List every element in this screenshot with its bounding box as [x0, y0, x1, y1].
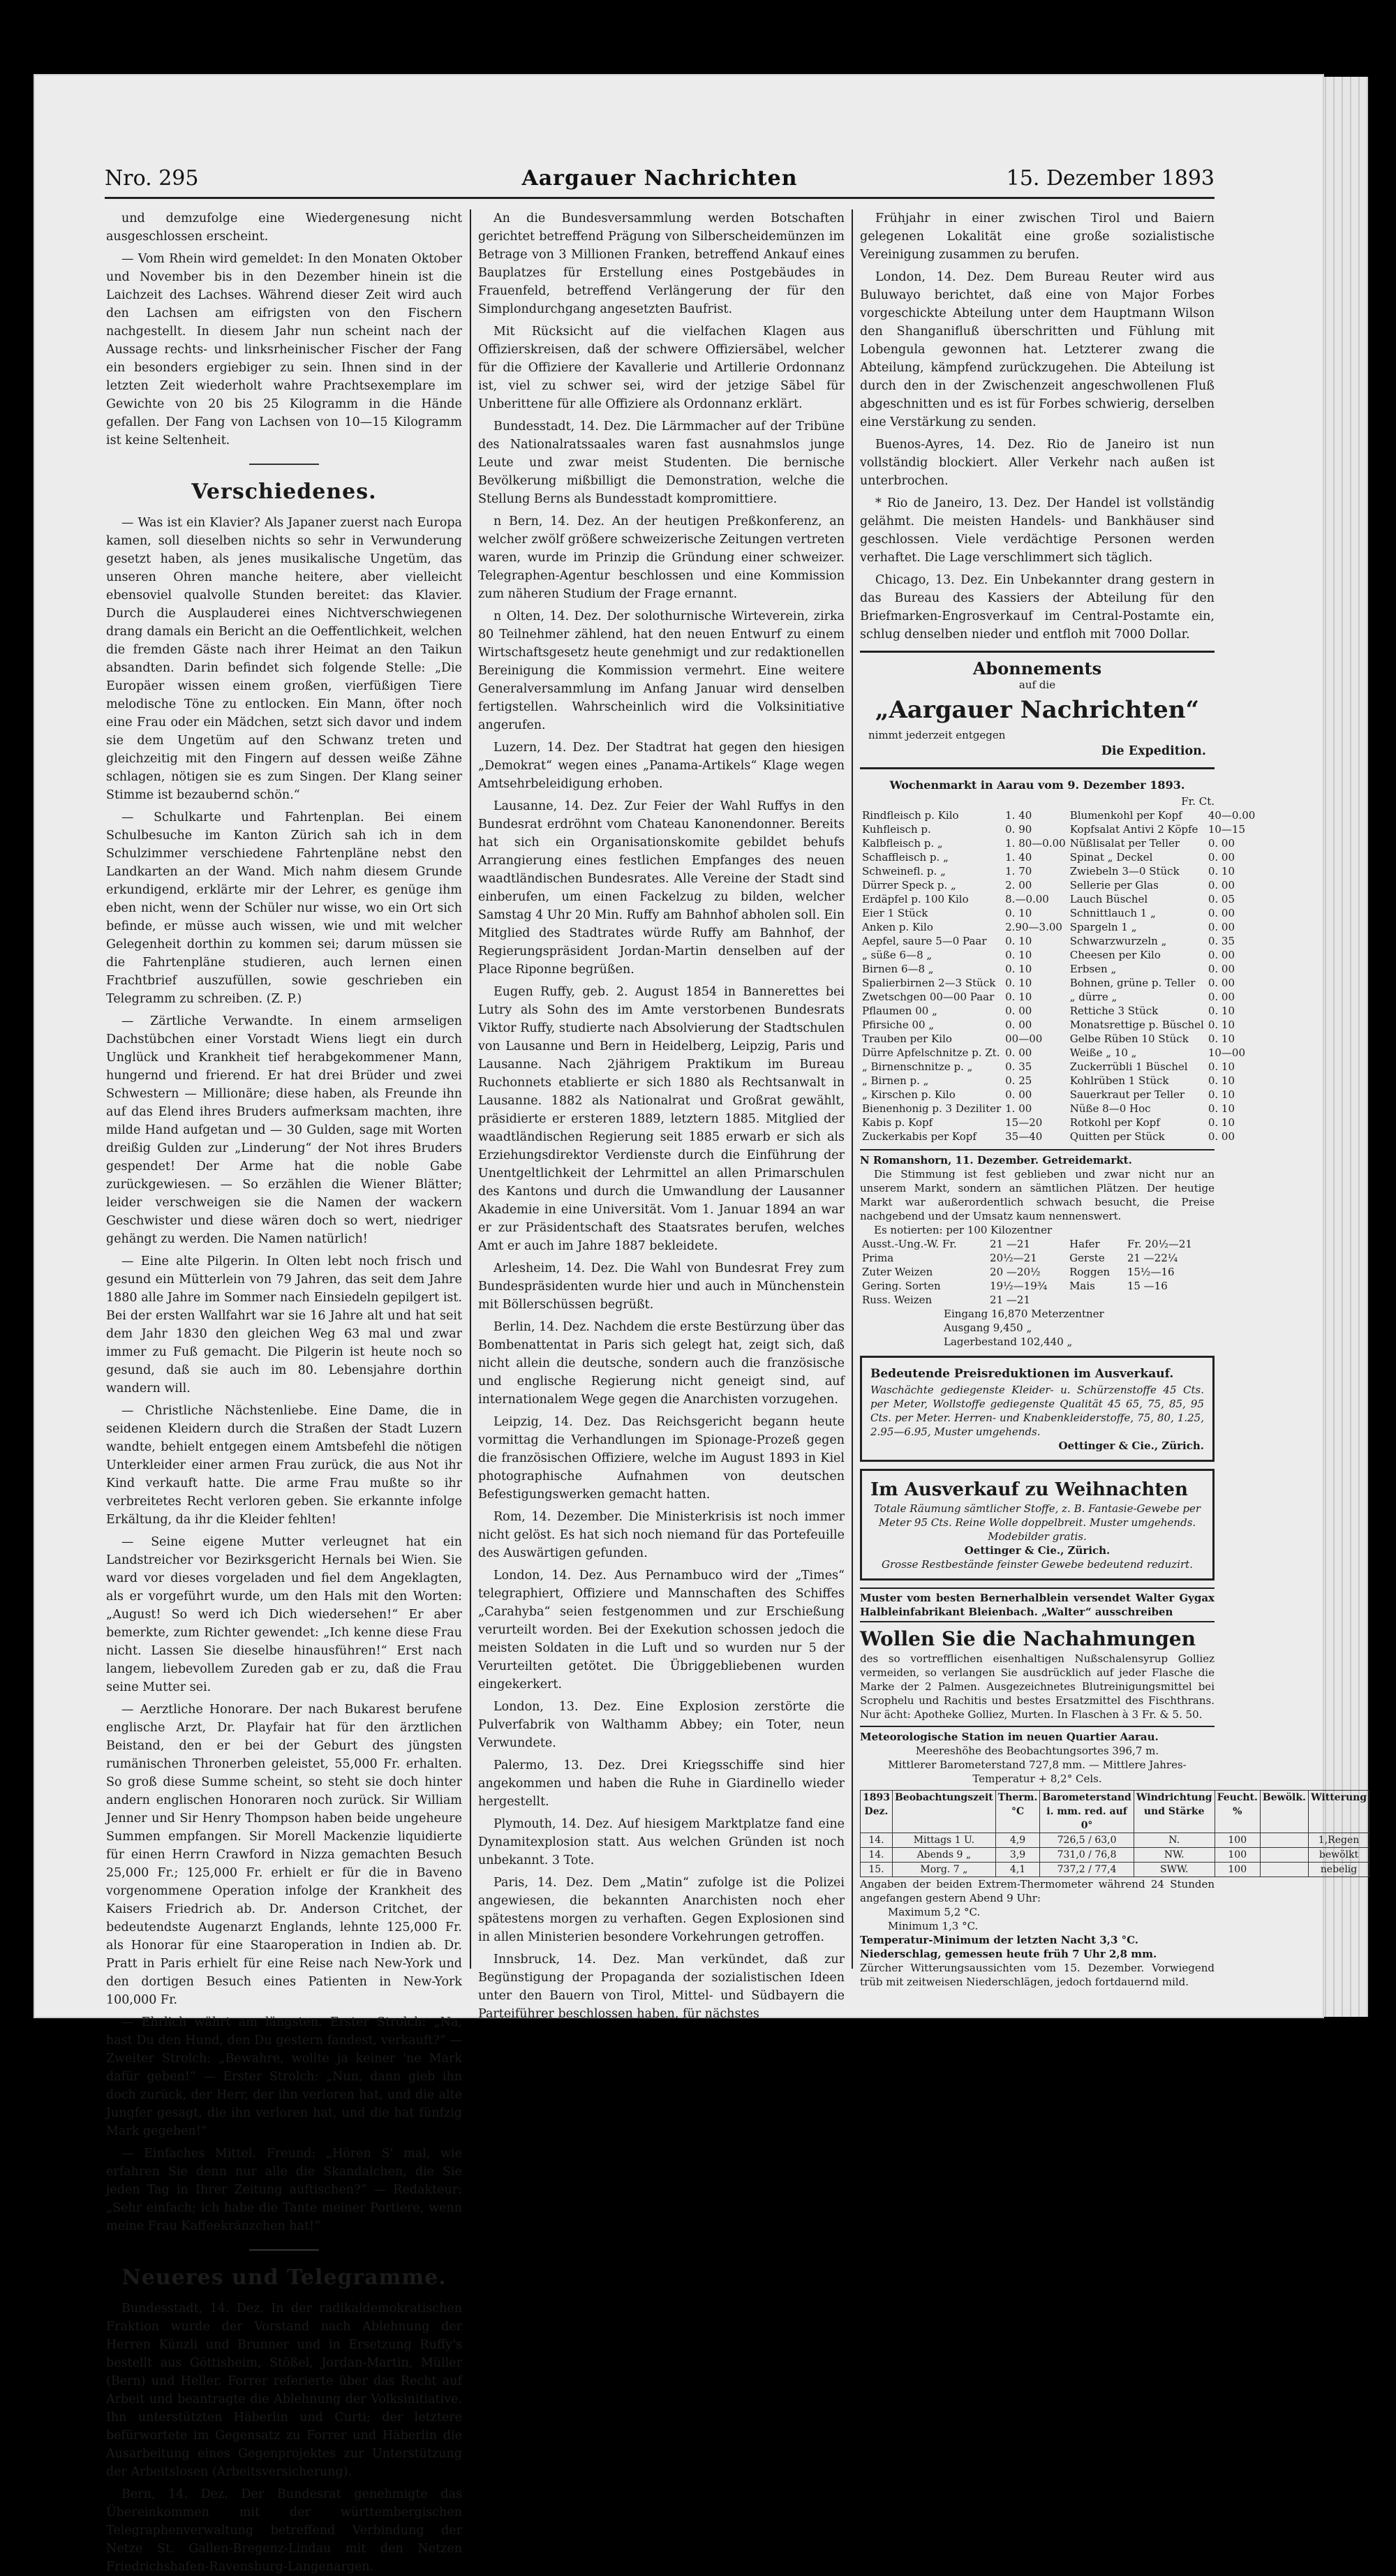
abonnement-note: nimmt jederzeit entgegen [868, 729, 1006, 741]
column-rule-2 [852, 209, 853, 1969]
table-cell: 0. 00 [1208, 837, 1235, 850]
table-cell [1125, 1293, 1215, 1307]
table-cell: 0. 00 [1208, 963, 1235, 975]
grain-table [860, 1237, 1215, 1307]
column-1 [106, 209, 462, 2574]
table-cell: Nüße 8—0 Hoc [1069, 1102, 1151, 1115]
table-cell: „ Kirschen p. Kilo [862, 1088, 956, 1101]
market-row [860, 1004, 1257, 1018]
market-row [860, 1074, 1257, 1088]
article-paragraph: Innsbruck, 14. Dez. Man verkündet, daß zur Begünstigung der Propaganda der sozialistischen Ideen unter den Bauern von Tirol, Mittel- und Südbayern die Parteiführer beschlossen haben, für nächstes [478, 1953, 845, 2021]
table-cell: Sellerie per Glas [1069, 879, 1159, 891]
market-row [860, 906, 1257, 920]
table-cell: 0. 10 [1208, 1019, 1235, 1031]
table-header: Beobachtungszeit [892, 1791, 995, 1833]
ad2-sign: Oettinger & Cie., Zürich. [964, 1544, 1111, 1557]
section-heading-telegramme: Neueres und Telegramme. [121, 2265, 447, 2290]
grain-row [860, 1237, 1215, 1251]
article-paragraph: und demzufolge eine Wiedergenesung nicht ausgeschlossen erscheint. [106, 212, 462, 244]
weather-row [861, 1848, 1369, 1863]
table-cell: Rettiche 3 Stück [1069, 1005, 1159, 1017]
table-cell: 0. 10 [1208, 1088, 1235, 1101]
table-header: Barometerstand i. mm. red. auf 0° [1040, 1791, 1134, 1833]
table-cell: 731,0 / 76,8 [1040, 1848, 1134, 1863]
table-cell: Erdäpfel p. 100 Kilo [862, 893, 969, 905]
table-cell: Kohlrüben 1 Stück [1069, 1074, 1169, 1087]
article-paragraph: London, 14. Dez. Dem Bureau Reuter wird aus Buluwayo berichtet, daß eine von Major Forbes vorgeschickte Abteilung unter dem Hauptmann Wilson den Shanganifluß überschritten und Fühlung mit Lobengula gewonnen hat. Letzterer zwang die Abteilung, kämpfend zurückzugehen. Die Abteilung ist durch den in der Zwischenzeit angeschwollenen Fluß abgeschnitten und es ist für Forbes schwierig, derselben eine Verstärkung zu senden. [860, 270, 1215, 429]
table-cell: 0. 00 [1208, 991, 1235, 1003]
article-bundesstadt: Bundesstadt, 14. Dez. In der radikaldemokratischen Fraktion wurde der Vorstand nach Ablehnung der Herren Künzli und Brunner und in Ersetzung Ruffy's bestellt aus Göttisheim, Stößel, Jordan-Martin, Müller (Bern) und Heller. Forrer referierte über das Recht auf Arbeit und beantragte die Ablehnung der Volksinitiative. Ihn unterstützten Häberlin und Curti; der letztere befürwortete im Gegensatz zu Forrer und Häberlin die Ausarbeitung eines Gegenprojektes zur Unterstützung der Arbeitslosen (Arbeitsversicherung). [106, 2302, 462, 2479]
table-cell: Aepfel, saure 5—0 Paar [862, 935, 987, 947]
table-cell: Rindfleisch p. Kilo [862, 809, 959, 822]
section-heading-verschiedenes: Verschiedenes. [191, 480, 377, 504]
weather-row [861, 1863, 1369, 1877]
market-row [860, 976, 1257, 990]
table-cell: 0. 00 [1208, 949, 1235, 961]
article-paragraph: Lausanne, 14. Dez. Zur Feier der Wahl Ruffys in den Bundesrat erdröhnt vom Chateau Kanonendonner. Bereits hat sich ein Organisationskomite gebildet behufs Arrangierung eines festlichen Empfanges des neuen waadtländischen Bundesrates. Alle Vereine der Stadt sind einberufen, um einen Fackelzug zu bilden, welcher Samstag 4 Uhr 20 Min. Ruffy am Bahnhof abholen soll. Ein Mitglied des Stadtrates würde Ruffy am Bahnhof, der Regierungspräsident Jordan-Martin denselben auf der Place Riponne begrüßen. [478, 799, 845, 977]
table-cell: Prima [862, 1252, 894, 1264]
table-cell: Erbsen „ [1069, 963, 1117, 975]
table-cell: Rotkohl per Kopf [1069, 1116, 1160, 1129]
table-cell: 4,9 [995, 1833, 1040, 1848]
table-cell: Schweinefl. p. „ [862, 865, 946, 878]
table-cell [1260, 1863, 1308, 1877]
market-row [860, 948, 1257, 962]
article-paragraph: Eugen Ruffy, geb. 2. August 1854 in Bannerettes bei Lutry als Sohn des im Amte verstorbenen Bundesrats Viktor Ruffy, studierte nach Absolvierung der Stadtschulen von Lausanne und Bern in Heidelberg, Leipzig, Paris und Lausanne. Nach 2jährigem Praktikum im Bureau Ruchonnets etablierte er sich 1880 als Rechtsanwalt in Lausanne. 1882 als Nationalrat und Großrat gewählt, präsidierte er ersteren 1889, letztern 1885. Mitglied der waadtländischen Regierung seit 1885 erwarb er sich als Erziehungsdirektor Verdienste durch die Einführung der Unentgeltlichkeit der Lehrmittel an allen Primarschulen des Kantons und durch die Umwandlung der Lausanner Akademie in eine Universität. Vom 1. Januar 1894 an war er zur Präsidentschaft des Staatsrates berufen, welches Amt er auch im Jahre 1887 bekleidete. [478, 985, 845, 1253]
table-cell: 737,2 / 77,4 [1040, 1863, 1134, 1877]
table-cell: Spargeln 1 „ [1069, 921, 1137, 933]
article-naechstenliebe: — Christliche Nächstenliebe. Eine Dame, die in seidenen Kleidern durch die Straßen der Stadt Luzern wandte, behielt entgegen einem Amtsbefehl die nötigen Unterkleider einer armen Frau zurück, die aus Not ihr Kind verkauft hatte. Die arme Frau mußte so ihr verbreitetes Recht verloren geben. Sie erkannte infolge Erkältung, da ihr die Kleider fehlten! [106, 1404, 462, 1527]
article-klavier: — Was ist ein Klavier? Als Japaner zuerst nach Europa kamen, soll dieselben nichts so sehr in Verwunderung gesetzt haben, als jenes musikalische Ungetüm, das unseren Ohren manche heitere, aber vielleicht ebensoviel qualvolle Stunden bereitet: das Klavier. Durch die Ausplauderei eines Nichtverschwiegenen drang damals ein Bericht an die Oeffentlichkeit, welchen die fremden Gäste nach ihrer Heimat an den Taikun absandten. Darin befindet sich folgende Stelle: „Die Europäer wissen einem großen, vierfüßigen Tiere melodische Töne zu entlocken. Ein Mann, öfter noch eine Frau oder ein Mädchen, setzt sich davor und indem sie dem Ungetüm auf den Schwanz treten und gleichzeitig mit den Fingern auf dessen weiße Zähne schlagen, nötigen sie es zum Singen. Der Klang seiner Stimme ist bezaubernd schön.“ [106, 516, 462, 802]
table-cell: 0. 00 [1208, 851, 1235, 864]
table-cell: Eier 1 Stück [862, 907, 928, 919]
table-cell: 0. 10 [1208, 1102, 1235, 1115]
table-header: Windrichtung und Stärke [1134, 1791, 1215, 1833]
article-paragraph: Leipzig, 14. Dez. Das Reichsgericht begann heute vormittag die Verhandlungen im Spionage-Prozeß gegen die französischen Offiziere, welche im August 1893 in Kiel photographische Aufnahmen von deutschen Befestigungswerken gemacht hatten. [478, 1415, 845, 1502]
weather-table [860, 1790, 1369, 1877]
table-header: Bewölk. [1260, 1791, 1308, 1833]
market-row [860, 1032, 1257, 1046]
table-cell: Abends 9 „ [892, 1848, 995, 1863]
market-report [860, 776, 1256, 1143]
article-paragraph: Rom, 14. Dezember. Die Ministerkrisis ist noch immer nicht gelöst. Es hat sich noch niemand für das Portefeuille des Auswärtigen gefunden. [478, 1510, 845, 1560]
table-cell [1260, 1833, 1308, 1848]
table-cell: 21 —21 [990, 1294, 1030, 1306]
table-cell: Sauerkraut per Teller [1069, 1088, 1185, 1101]
table-cell: 0. 10 [1005, 949, 1032, 961]
table-cell: 726,5 / 63,0 [1040, 1833, 1134, 1848]
table-cell: NW. [1134, 1848, 1215, 1863]
table-cell: 0. 10 [1208, 1116, 1235, 1129]
table-header: 1893 Dez. [861, 1791, 893, 1833]
table-cell: 0. 90 [1005, 823, 1032, 836]
table-header: Feucht. % [1215, 1791, 1260, 1833]
table-cell: Roggen [1069, 1266, 1111, 1278]
issue-date: 15. Dezember 1893 [1006, 166, 1215, 191]
table-cell: Hafer [1069, 1238, 1100, 1250]
table-cell: 1. 40 [1005, 809, 1032, 822]
market-row [860, 836, 1257, 850]
article-schulkarte: — Schulkarte und Fahrtenplan. Bei einem Schulbesuche im Kanton Zürich sah ich in dem Schulzimmer verschiedene Fahrtenpläne nebst den Landkarten an der Wand. Mich nahm diesem Grunde erkundigend, erklärte mir der Lehrer, es genüge ihm eben nicht, wenn der Schüler nur wisse, wo ein Ort sich befinde, er müsse auch wissen, wie und mit welcher Gelegenheit dorthin zu kommen sei; darum müssen sie die Fahrtenpläne studieren, auch lernen einen Frachtbrief auszufüllen, sowie geschrieben ein Telegramm zu schreiben. (Z. P.) [106, 810, 462, 1006]
table-cell: 0. 35 [1005, 1060, 1032, 1073]
weather-station [860, 1726, 1367, 1989]
table-cell: 0. 10 [1208, 1032, 1235, 1045]
table-cell: 0. 10 [1005, 935, 1032, 947]
ad2-text: Totale Räumung sämtlicher Stoffe, z. B. Fantasie-Gewebe per Meter 95 Cts. Reine Wolle doppelbreit. Muster umgehends. Modebilder gratis. [873, 1502, 1201, 1543]
table-cell: Gelbe Rüben 10 Stück [1069, 1032, 1189, 1045]
article-paragraph: An die Bundesversammlung werden Botschaften gerichtet betreffend Prägung von Silberscheidemünzen im Betrage von 3 Millionen Franken, betreffend Ankauf eines Bauplatzes für Erstellung eines Postgebäudes in Frauenfeld, betreffend Verlängerung der für den Simplondurchgang angesetzten Baufrist. [478, 212, 845, 316]
market-row [860, 808, 1257, 822]
article-paragraph: n Olten, 14. Dez. Der solothurnische Wirteverein, zirka 80 Teilnehmer zählend, hat den neuen Entwurf zu einem Wirtschaftsgesetz heute genehmigt und zur redaktionellen Bereinigung die Kommission vermehrt. Eine weitere Generalversammlung im Anfang Januar wird denselben fertigstellen. Wahrscheinlich wird die Volksinitiative angerufen. [478, 609, 845, 732]
table-cell: 0. 10 [1208, 1005, 1235, 1017]
grain-rest: Lagerbestand 102,440 „ [944, 1335, 1073, 1348]
column-rule-1 [470, 209, 471, 1969]
article-paragraph: Plymouth, 14. Dez. Auf hiesigem Marktplatze fand eine Dynamitexplosion statt. Aus welchen Gründen ist noch unbekannt. 3 Tote. [478, 1817, 845, 1867]
grain-row [860, 1293, 1215, 1307]
table-cell: 1. 40 [1005, 851, 1032, 864]
ad2-foot: Grosse Restbestände feinster Gewebe bedeutend reduzirt. [882, 1558, 1193, 1571]
table-cell: Zuter Weizen [862, 1266, 933, 1278]
table-cell: Pflaumen 00 „ [862, 1005, 937, 1017]
table-cell: Zwiebeln 3—0 Stück [1069, 865, 1180, 878]
abonnement-notice [860, 651, 1215, 769]
article-paragraph: Frühjahr in einer zwischen Tirol und Baiern gelegenen Lokalität eine große sozialistische Vereinigung zusammen zu berufen. [860, 212, 1215, 262]
table-cell: Dürrer Speck p. „ [862, 879, 956, 891]
table-header: Therm. °C [995, 1791, 1040, 1833]
table-cell: Morg. 7 „ [892, 1863, 995, 1877]
table-cell: „ dürre „ [1069, 991, 1117, 1003]
grain-head: Es notierten: per 100 Kilozentner [874, 1224, 1053, 1236]
table-cell: Schnittlauch 1 „ [1069, 907, 1156, 919]
table-cell: 100 [1215, 1863, 1260, 1877]
market-table [860, 808, 1257, 1143]
met-title: Meteorologische Station im neuen Quartier Aarau. [860, 1731, 1159, 1743]
table-cell: 1,Regen [1308, 1833, 1369, 1848]
table-cell: 35—40 [1005, 1130, 1043, 1143]
table-cell: Kalbfleisch p. „ [862, 837, 943, 850]
table-cell: 0. 05 [1208, 893, 1235, 905]
table-cell: Spalierbirnen 2—3 Stück [862, 977, 996, 989]
market-currency: Fr. Ct. [1181, 795, 1215, 808]
table-cell: Weiße „ 10 „ [1069, 1046, 1137, 1059]
table-cell: Zwetschgen 00—00 Paar [862, 991, 995, 1003]
separator [249, 464, 319, 465]
table-cell: „ Birnenschnitze p. „ [862, 1060, 973, 1073]
grain-out: Ausgang 9,450 „ [944, 1322, 1032, 1334]
table-cell: 14. [861, 1848, 893, 1863]
article-paragraph: Mit Rücksicht auf die vielfachen Klagen aus Offizierskreisen, daß der schwere Offiziersäbel, welcher für die Offiziere der Kavallerie und Artillerie Ordonnanz ist, viel zu schwer sei, wird der jetzige Säbel für Unberittene für alle Offiziere als Ordonnanz erklärt. [478, 325, 845, 411]
table-cell: 100 [1215, 1833, 1260, 1848]
table-cell: 21 —22¼ [1127, 1252, 1178, 1264]
ad1-title: Bedeutende Preisreduktionen im Ausverkauf. [870, 1367, 1174, 1381]
article-mittel: — Einfaches Mittel. Freund: „Hören S' mal, wie erfahren Sie denn nur alle die Skandalchen, die Sie jeden Tag in Ihrer Zeitung auftischen?“ — Redakteur: „Sehr einfach; ich habe die Tante meiner Portiere, wenn meine Frau Kaffeekränzchen hat!“ [106, 2147, 462, 2233]
market-row [860, 864, 1257, 878]
table-cell: 2. 00 [1005, 879, 1032, 891]
ad-weihnachten [860, 1469, 1215, 1581]
market-row [860, 878, 1257, 892]
table-cell: Schwarzwurzeln „ [1069, 935, 1167, 947]
table-cell: 14. [861, 1833, 893, 1848]
table-cell: Bohnen, grüne p. Teller [1069, 977, 1196, 989]
abonnement-sub: auf die [1018, 679, 1056, 691]
market-row [860, 962, 1257, 976]
table-cell: 10—00 [1208, 1046, 1246, 1059]
table-cell: nebelig [1308, 1863, 1369, 1877]
grain-in: Eingang 16,870 Meterzentner [944, 1308, 1104, 1320]
article-paragraph: Arlesheim, 14. Dez. Die Wahl von Bundesrat Frey zum Bundespräsidenten wurde hier und auch in Münchenstein mit Böllerschüssen begrüßt. [478, 1261, 845, 1312]
met-line1: Meereshöhe des Beobachtungsortes 396,7 m. [915, 1745, 1159, 1757]
market-row [860, 1018, 1257, 1032]
table-cell: 0. 00 [1208, 1130, 1235, 1143]
table-cell: Kabis p. Kopf [862, 1116, 933, 1129]
table-cell: 15—20 [1005, 1116, 1043, 1129]
table-cell: 10—15 [1208, 823, 1246, 836]
met-max: Maximum 5,2 °C. [888, 1906, 981, 1918]
table-cell: Pfirsiche 00 „ [862, 1019, 935, 1031]
table-cell: Monatsrettige p. Büschel [1069, 1019, 1204, 1031]
table-cell: 1. 80—0.00 [1005, 837, 1066, 850]
table-cell: Dürre Apfelschnitze p. Zt. [862, 1046, 1000, 1059]
article-paragraph: Buenos-Ayres, 14. Dez. Rio de Janeiro ist nun vollständig blockiert. Aller Verkehr nach außen ist unterbrochen. [860, 438, 1215, 488]
table-cell: 20½—21 [990, 1252, 1037, 1264]
table-cell: „ Birnen p. „ [862, 1074, 929, 1087]
table-cell: Birnen 6—8 „ [862, 963, 934, 975]
table-cell: 0. 00 [1005, 1046, 1032, 1059]
table-cell: 15½—16 [1127, 1266, 1175, 1278]
met-rain: Niederschlag, gemessen heute früh 7 Uhr 2,8 mm. [860, 1948, 1157, 1960]
met-forecast: Zürcher Witterungsaussichten vom 15. Dezember. Vorwiegend trüb mit zeitweisen Niederschlägen, jedoch fortdauernd mild. [860, 1962, 1215, 1988]
article-honorare: — Aerztliche Honorare. Der nach Bukarest berufene englische Arzt, Dr. Playfair hat für den ärztlichen Beistand, den er bei der Geburt des jüngsten rumänischen Thronerben geleistet, 55,000 Fr. erhalten. So groß diese Summe scheint, so steht sie doch hinter andern englischen Honoraren noch zurück. Sir William Jenner und Sir Henry Thompson haben beide ungeheure Summen empfangen. Sir Morell Mackenzie liquidierte für einen Herrn Crawford in Nizza gemachten Besuch 25,000 Fr.; 125,000 Fr. erhielt er für die in Baveno vorgenommene Operation infolge der Krankheit des Kaisers Friedrich ab. Dr. Anderson Critchet, der bedeutendste Augenarzt Englands, lehnte 125,000 Fr. als Honorar für eine Staaroperation in Indien ab. Dr. Pratt in Paris erhielt für eine Reise nach New-York und den dortigen Besuch eines Patienten in New-York 100,000 Fr. [106, 1703, 462, 2007]
ad-bernerhalblein: Muster vom besten Bernerhalblein versendet Walter Gygax Halbleinfabrikant Bleienbach. „Walter“ ausschreiben [860, 1587, 1215, 1622]
page-header [105, 162, 1215, 191]
ad1-sign: Oettinger & Cie., Zürich. [1058, 1439, 1204, 1452]
table-cell: 0. 00 [1005, 1019, 1032, 1031]
article-paragraph: Palermo, 13. Dez. Drei Kriegsschiffe sind hier angekommen und haben die Ruhe in Giardinello wieder hergestellt. [478, 1759, 845, 1809]
table-cell: Gerste [1069, 1252, 1105, 1264]
separator [249, 2249, 319, 2251]
column-2 [478, 209, 845, 2021]
table-cell: 0. 10 [1005, 991, 1032, 1003]
table-cell: 0. 10 [1005, 907, 1032, 919]
masthead-title: Aargauer Nachrichten [521, 166, 798, 191]
market-title: Wochenmarkt in Aarau vom 9. Dezember 1893. [889, 778, 1185, 792]
table-cell: 0. 10 [1208, 1074, 1235, 1087]
ad1-text: Waschächte gediegenste Kleider- u. Schürzenstoffe 45 Cts. per Meter, Wollstoffe gediegenste Qualität 45 65, 75, 85, 95 Cts. per Meter. Herren- und Knabenkleiderstoffe, 75, 80, 1.25, 2.95—6.95, Muster umgehends. [870, 1384, 1204, 1438]
article-paragraph: * Rio de Janeiro, 13. Dez. Der Handel ist vollständig gelähmt. Die meisten Handels- und Bankhäuser sind geschlossen. Viele verdächtige Personen werden verhaftet. Die Lage verschlimmert sich täglich. [860, 496, 1215, 565]
article-mutter: — Seine eigene Mutter verleugnet hat ein Landstreicher vor Bezirksgericht Hernals bei Wien. Sie ward vor dieses vorgeladen und fiel dem Angeklagten, als er vorgeführt wurde, um den Hals mit den Worten: „August! So werd ich Dich wiedersehen!“ Er aber bemerkte, zum Richter gewendet: „Ich kenne diese Frau nicht. Lassen Sie dieselbe hinausführen!“ Erst nach langem, liebevollem Zureden gab er zu, daß die Frau seine Mutter sei. [106, 1535, 462, 1694]
market-row [860, 1102, 1257, 1116]
table-cell: 0. 35 [1208, 935, 1235, 947]
table-cell: 0. 00 [1005, 1005, 1032, 1017]
article-paragraph: n Bern, 14. Dez. An der heutigen Preßkonferenz, an welcher zwölf größere schweizerische Zeitungen vertreten waren, wurde im Prinzip die Gründung einer schweizer. Telegraphen-Agentur beschlossen und eine Kommission zum näheren Studium der Frage ernannt. [478, 515, 845, 601]
table-cell: 0. 10 [1208, 865, 1235, 878]
table-cell: 00—00 [1005, 1032, 1043, 1045]
abonnement-sign: Die Expedition. [1101, 744, 1206, 758]
table-cell: 1. 70 [1005, 865, 1032, 878]
market-row [860, 1116, 1257, 1130]
table-cell: Zuckerrübli 1 Büschel [1069, 1060, 1188, 1073]
table-cell: „ süße 6—8 „ [862, 949, 933, 961]
table-cell: 0. 00 [1208, 921, 1235, 933]
met-tmin: Temperatur-Minimum der letzten Nacht 3,3 °C. [860, 1934, 1139, 1946]
table-cell: 1. 00 [1005, 1102, 1032, 1115]
table-cell: 0. 00 [1208, 907, 1235, 919]
table-cell: 21 —21 [990, 1238, 1030, 1250]
table-cell: Zuckerkabis per Kopf [862, 1130, 977, 1143]
market-row [860, 1046, 1257, 1060]
ad-preisreduktionen [860, 1356, 1215, 1462]
table-cell: Bienenhonig p. 3 Deziliter [862, 1102, 1002, 1115]
table-cell: Blumenkohl per Kopf [1069, 809, 1182, 822]
article-paragraph: Berlin, 14. Dez. Nachdem die erste Bestürzung über das Bombenattentat in Paris sich gelegt hat, zeigt sich, daß nicht allein die deutsche, sondern auch die französische und englische Regierung nicht geneigt sind, auf internationalem Wege gegen die Anarchisten vorzugehen. [478, 1320, 845, 1407]
weather-row [861, 1833, 1369, 1848]
table-cell: Mittags 1 U. [892, 1833, 995, 1848]
table-cell: Kuhfleisch p. [862, 823, 931, 836]
article-rhein: — Vom Rhein wird gemeldet: In den Monaten Oktober und November bis in den Dezember hinein ist die Laichzeit des Lachses. Während dieser Zeit wird auch den Lachsen am eifrigsten von den Fischern nachgestellt. In diesem Jahr nun scheint nach der Aussage rechts- und linksrheinischer Fischer der Fang ein besonders ergiebiger zu sein. Ihnen sind in der letzten Zeit wiederholt wahre Prachtsexemplare im Gewichte von 20 bis 25 Kilogramm in die Hände gefallen. Der Fang von Lachsen von 10—15 Kilogramm ist keine Seltenheit. [106, 252, 462, 447]
article-paragraph: London, 14. Dez. Aus Pernambuco wird der „Times“ telegraphiert, Offiziere und Mannschaften des Schiffes „Carahyba“ seien festgenommen und zur Erschießung verurteilt worden. Bei der Exekution schossen jedoch die meisten Soldaten in die Luft und so wurden nur 5 der Verurteilten getötet. Die Übriggebliebenen wurden eingekerkert. [478, 1569, 845, 1692]
grain-market [860, 1149, 1215, 1349]
table-cell: Ausst.-Ung.-W. Fr. [862, 1238, 957, 1250]
column-3 [860, 209, 1367, 1988]
market-row [860, 934, 1257, 948]
article-paragraph: Paris, 14. Dez. Dem „Matin“ zufolge ist die Polizei angewiesen, die bekannten Anarchisten noch eher spätestens morgen zu verhaften. Gegen Explosionen sind in allen Ministerien besondere Vorkehrungen getroffen. [478, 1876, 845, 1944]
table-cell [1260, 1848, 1308, 1863]
table-cell: 4,1 [995, 1863, 1040, 1877]
table-cell: Anken p. Kilo [862, 921, 933, 933]
table-cell: 8.—0.00 [1005, 893, 1049, 905]
table-cell: Spinat „ Deckel [1069, 851, 1153, 864]
table-cell: 3,9 [995, 1848, 1040, 1863]
table-cell: Lauch Büschel [1069, 893, 1148, 905]
grain-row [860, 1279, 1215, 1293]
abonnement-paper: „Aargauer Nachrichten“ [875, 696, 1200, 724]
table-cell: 19½—19¾ [990, 1280, 1048, 1292]
issue-number: Nro. 295 [105, 166, 199, 191]
market-row [860, 1130, 1257, 1143]
article-paragraph: London, 13. Dez. Eine Explosion zerstörte die Pulverfabrik von Walthamm Abbey; ein Toter, neun Verwundete. [478, 1700, 845, 1750]
table-cell: SWW. [1134, 1863, 1215, 1877]
article-paragraph: Chicago, 13. Dez. Ein Unbekannter drang gestern in das Bureau des Kassiers der Abteilung für den Briefmarken-Engrosverkauf im Central-Postamte ein, schlug denselben nieder und entfloh mit 7000 Dollar. [860, 573, 1215, 642]
table-cell: 0. 00 [1208, 977, 1235, 989]
table-cell: 0. 00 [1005, 1088, 1032, 1101]
article-pilgerin: — Eine alte Pilgerin. In Olten lebt noch frisch und gesund ein Mütterlein von 79 Jahren, das seit dem Jahre 1880 alle Jahre im Sommer nach Einsiedeln gepilgert ist. Bei der ersten Wallfahrt war sie 16 Jahre alt und hat seit dem Jahr 1830 den gleichen Weg 63 mal und zwar immer zu Fuß gemacht. Die Pilgerin ist heute noch so gesund, daß sie auch im 80. Lebensjahre dorthin wandern will. [106, 1254, 462, 1396]
table-cell: 40—0.00 [1208, 809, 1256, 822]
market-row [860, 1088, 1257, 1102]
table-cell: Gering. Sorten [862, 1280, 941, 1292]
article-paragraph: Bundesstadt, 14. Dez. Die Lärmmacher auf der Tribüne des Nationalratssaales waren fast ausnahmslos junge Leute und zwar meist Studenten. Die bernische Bevölkerung mißbilligt die Demonstration, welche die Stellung Berns als Bundesstadt kompromittiere. [478, 420, 845, 506]
table-cell: bewölkt [1308, 1848, 1369, 1863]
grain-title: N Romanshorn, 11. Dezember. Getreidemarkt. [860, 1154, 1132, 1167]
article-bern: Bern, 14. Dez. Der Bundesrat genehmigte das Übereinkommen mit der württembergischen Telegraphenverwaltung betreffend Verbindung der Netze St. Gallen-Bregenz-Lindau mit den Netzen Friedrichshafen-Ravensburg-Langenargen. [106, 2487, 462, 2574]
table-cell: 0. 10 [1005, 977, 1032, 989]
table-cell [1067, 1293, 1125, 1307]
table-cell: 2.90—3.00 [1005, 921, 1062, 933]
table-cell: 15 —16 [1127, 1280, 1168, 1292]
article-verwandte: — Zärtliche Verwandte. In einem armseligen Dachstübchen einer Vorstadt Wiens liegt ein durch Unglück und Krankheit tief herabgekommener Mann, hungernd und frierend. Er hat drei Brüder und zwei Schwestern — Millionäre; diese haben, als Freunde ihn auf das Elend ihres Bruders aufmerksam machten, ihre milde Hand aufgetan und — 30 Gulden, sage mit Worten dreißig Gulden zur „Linderung“ der Not ihres Bruders gespendet! Der Arme hat die noble Gabe zurückgewiesen. — So erzählen die Wiener Blätter; leider verschweigen sie die Namen der wackern Geschwister und diese wären doch so wert, niedriger gehängt zu werden. Die Namen natürlich! [106, 1014, 462, 1246]
table-header: Witterung [1308, 1791, 1369, 1833]
table-cell: Trauben per Kilo [862, 1032, 952, 1045]
table-cell: 15. [861, 1863, 893, 1877]
met-min: Minimum 1,3 °C. [888, 1920, 979, 1932]
market-row [860, 892, 1257, 906]
market-row [860, 1060, 1257, 1074]
table-cell: 100 [1215, 1848, 1260, 1863]
article-paragraph: Luzern, 14. Dez. Der Stadtrat hat gegen den hiesigen „Demokrat“ wegen eines „Panama-Artikels“ Klage wegen Amtsehrbeleidigung erhoben. [478, 741, 845, 791]
table-cell: Russ. Weizen [862, 1294, 933, 1306]
article-ehrlich: — Ehrlich währt am längsten. Erster Strolch: „Na, hast Du den Hund, den Du gestern fandest, verkauft?“ — Zweiter Strolch: „Bewahre, wollte ja keiner 'ne Mark dafür geben!“ — Erster Strolch: „Nun, dann gieb ihn doch zurück, der Herr, der ihn verloren hat, und die alte Jungfer gesagt, die ihn verloren hat, und die hat fünfzig Mark gegeben!“ [106, 2015, 462, 2138]
grain-row [860, 1265, 1215, 1279]
ad-golliez [860, 1627, 1215, 1722]
table-cell: 0. 10 [1005, 963, 1032, 975]
table-cell: Schaffleisch p. „ [862, 851, 949, 864]
table-cell: Kopfsalat Antivi 2 Köpfe [1069, 823, 1198, 836]
market-row [860, 822, 1257, 836]
met-line2: Mittlerer Barometerstand 727,8 mm. — Mittlere Jahres-Temperatur + 8,2° Cels. [888, 1759, 1187, 1785]
table-cell: Cheesen per Kilo [1069, 949, 1161, 961]
table-cell: 0. 25 [1005, 1074, 1032, 1087]
ad4-text: des so vortrefflichen eisenhaltigen Nußschalensyrup Golliez vermeiden, so verlangen Sie ausdrücklich auf jeder Flasche die Marke der 2 Palmen. Ausgezeichnetes Blutreinigungsmittel bei Scrophelu und Rachitis und bestes Ersatzmittel des Fischthrans. Nur ächt: Apotheke Golliez, Murten. In Flaschen à 3 Fr. & 5. 50. [860, 1652, 1215, 1721]
abonnement-title: Abonnements [972, 658, 1102, 679]
ad4-title: Wollen Sie die Nachahmungen [860, 1627, 1196, 1650]
table-cell: N. [1134, 1833, 1215, 1848]
ad2-title: Im Ausverkauf zu Weihnachten [870, 1479, 1188, 1500]
market-row [860, 920, 1257, 934]
table-cell: Fr. 20½—21 [1127, 1238, 1193, 1250]
table-cell: Quitten per Stück [1069, 1130, 1165, 1143]
table-cell: 0. 00 [1208, 879, 1235, 891]
grain-text: Die Stimmung ist fest geblieben und zwar nicht nur an unserem Markt, sondern an sämtlichen Plätzen. Der heutige Markt war außerordentlich schwach besucht, die Preise nachgebend und der Umsatz kaum nennenswert. [860, 1168, 1215, 1222]
table-cell: 20 —20½ [990, 1266, 1041, 1278]
market-row [860, 990, 1257, 1004]
table-cell: 0. 10 [1208, 1060, 1235, 1073]
market-row [860, 850, 1257, 864]
table-cell: Nüßlisalat per Teller [1069, 837, 1180, 850]
table-cell: Mais [1069, 1280, 1095, 1292]
grain-row [860, 1251, 1215, 1265]
header-rule [105, 197, 1215, 199]
met-extreme: Angaben der beiden Extrem-Thermometer während 24 Stunden angefangen gestern Abend 9 Uhr: [860, 1878, 1215, 1904]
